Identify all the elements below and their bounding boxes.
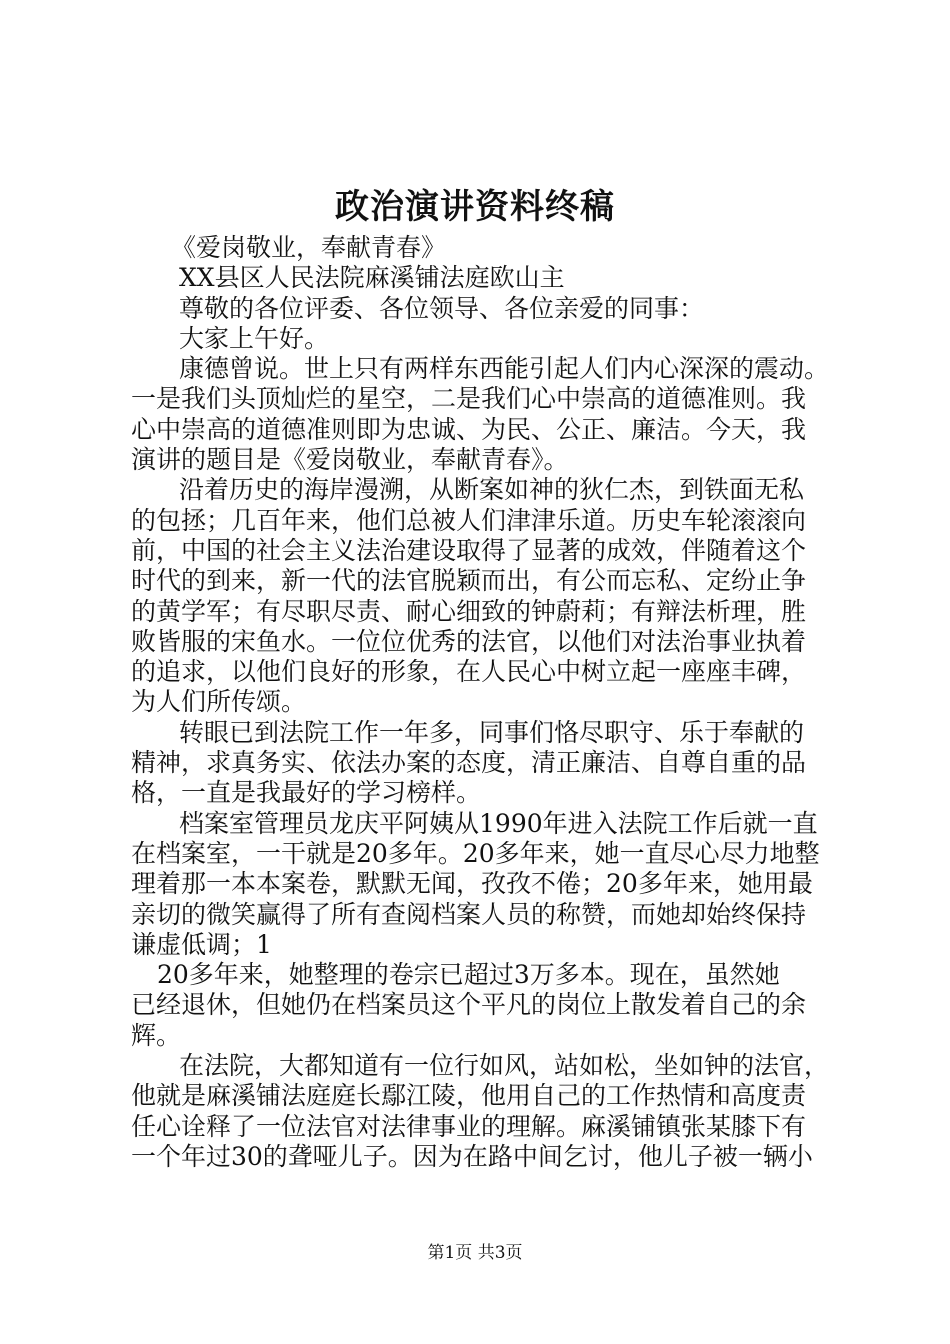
salutation-line: 尊敬的各位评委、各位领导、各位亲爱的同事： <box>179 293 705 323</box>
paragraph-line: 的包拯；几百年来，他们总被人们津津乐道。历史车轮滚滚向 <box>131 505 807 535</box>
paragraph-line: 演讲的题目是《爱岗敬业，奉献青春》。 <box>131 445 569 475</box>
paragraph-line: 任心诠释了一位法官对法律事业的理解。麻溪铺镇张某膝下有 <box>131 1111 807 1141</box>
paragraph-line: 的黄学军；有尽职尽责、耐心细致的钟蔚莉；有辩法析理，胜 <box>131 596 807 626</box>
paragraph-line: 已经退休，但她仍在档案员这个平凡的岗位上散发着自己的余 <box>131 990 807 1020</box>
paragraph-line: 为人们所传颂。 <box>131 687 307 717</box>
paragraph-line: 转眼已到法院工作一年多，同事们恪尽职守、乐于奉献的 <box>179 717 805 747</box>
speech-title-line: 《爱岗敬业，奉献青春》 <box>171 233 447 262</box>
paragraph-line: 他就是麻溪铺法庭庭长鄢江陵，他用自己的工作热情和高度责 <box>131 1081 807 1111</box>
paragraph-line: 在法院，大都知道有一位行如风，站如松，坐如钟的法官， <box>179 1051 830 1081</box>
paragraph-line: 一是我们头顶灿烂的星空，二是我们心中崇高的道德准则。我 <box>131 384 807 414</box>
paragraph-line: 谦虚低调；1 <box>131 929 272 959</box>
paragraph-line: 心中崇高的道德准则即为忠诚、为民、公正、廉洁。今天，我 <box>131 414 807 444</box>
document-title: 政治演讲资料终稿 <box>335 187 615 227</box>
paragraph-line: 20多年来，她整理的卷宗已超过3万多本。现在，虽然她 <box>157 960 780 990</box>
paragraph-line: 沿着历史的海岸漫溯，从断案如神的狄仁杰，到铁面无私 <box>179 475 805 505</box>
paragraph-line: 格，一直是我最好的学习榜样。 <box>131 778 482 808</box>
paragraph-line: 理着那一本本案卷，默默无闻，孜孜不倦；20多年来，她用最 <box>131 869 813 899</box>
paragraph-line: 的追求，以他们良好的形象，在人民心中树立起一座座丰碑， <box>131 657 807 687</box>
paragraph-line: 在档案室，一干就是20多年。20多年来，她一直尽心尽力地整 <box>131 838 820 868</box>
greeting-line: 大家上午好。 <box>179 323 330 353</box>
page-number: 第1页 共3页 <box>427 1243 523 1263</box>
paragraph-line: 败皆服的宋鱼水。一位位优秀的法官，以他们对法治事业执着 <box>131 626 807 656</box>
paragraph-line: 前，中国的社会主义法治建设取得了显著的成效，伴随着这个 <box>131 535 807 565</box>
document-body <box>131 233 831 1172</box>
paragraph-line: 康德曾说。世上只有两样东西能引起人们内心深深的震动。 <box>179 354 830 384</box>
paragraph-line: 精神，求真务实、依法办案的态度，清正廉洁、自尊自重的品 <box>131 748 807 778</box>
paragraph-line: 档案室管理员龙庆平阿姨从1990年进入法院工作后就一直 <box>179 808 818 838</box>
paragraph-line: 时代的到来，新一代的法官脱颖而出，有公而忘私、定纷止争 <box>131 566 807 596</box>
paragraph-line: 亲切的微笑赢得了所有查阅档案人员的称赞，而她却始终保持 <box>131 899 807 929</box>
paragraph-line: 一个年过30的聋哑儿子。因为在路中间乞讨，他儿子被一辆小 <box>131 1141 813 1171</box>
paragraph-line: 辉。 <box>131 1020 182 1050</box>
author-line: XX县区人民法院麻溪铺法庭欧山主 <box>179 263 565 293</box>
